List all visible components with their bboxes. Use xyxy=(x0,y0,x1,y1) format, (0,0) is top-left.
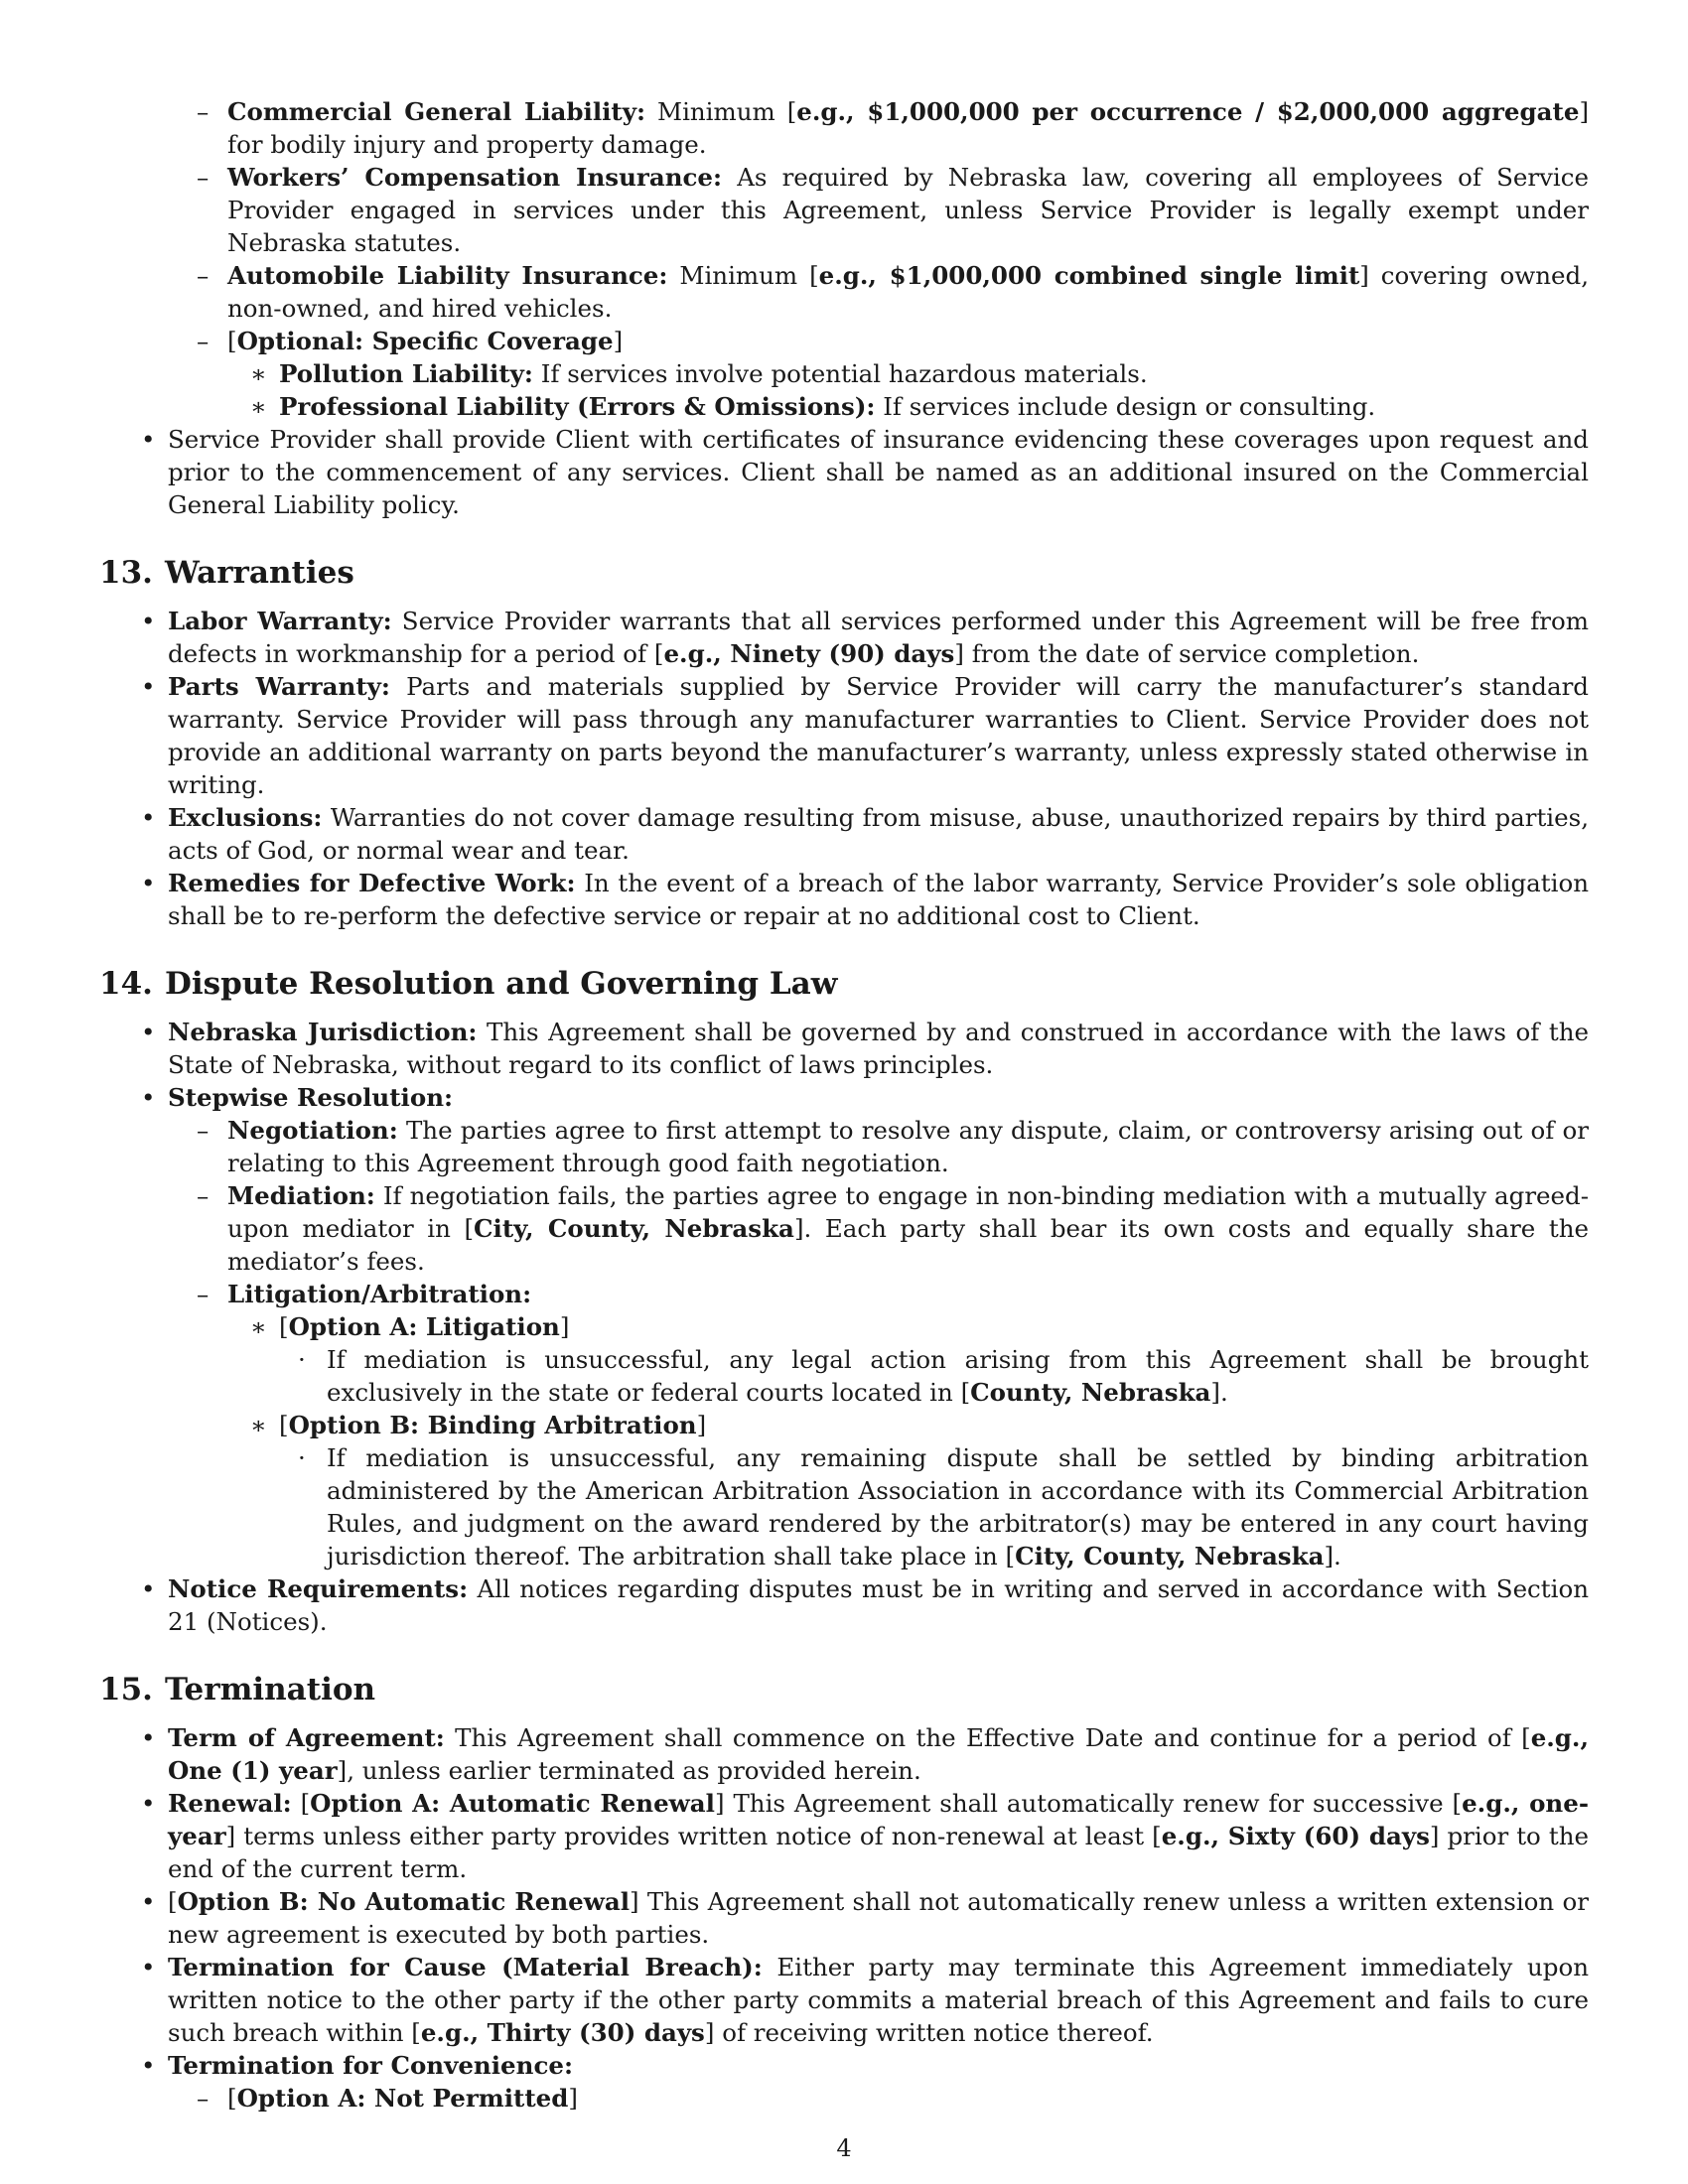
section-dispute-resolution xyxy=(99,964,1589,1638)
list-item-parts-warranty: • Parts Warranty: Parts and materials supplied by Service Provider will carry the manufacturer’s standard warranty. Service Provider will pass through any manufacturer warranties to Client. Service Provider does not provide an additional warranty on parts beyond the manufacturer’s warranty, unless expressly stated otherwise in writing. xyxy=(141,672,1589,799)
list-item-optional-coverage: – [Optional: Specific Coverage] xyxy=(197,327,624,355)
section-heading: 15. Termination xyxy=(99,1672,376,1707)
list-item-professional: ∗ Professional Liability (Errors & Omissions): If services include design or consulting. xyxy=(250,392,1376,421)
list-item-option-b-arbitration: ∗ [Option B: Binding Arbitration] xyxy=(250,1411,707,1439)
list-item-termination-cause: • Termination for Cause (Material Breach): Either party may terminate this Agreement immediately upon written notice to the other party if the other party commits a material breach of this Agreement and fails to cure such breach within [e.g., Thirty (30) days] of receiving written notice thereof. xyxy=(141,1953,1589,2047)
list-item-exclusions: • Exclusions: Warranties do not cover damage resulting from misuse, abuse, unauthorized repairs by third parties, acts of God, or normal wear and tear. xyxy=(141,803,1589,865)
list-item-termination-convenience: • Termination for Convenience: xyxy=(141,2051,574,2080)
list-item-pollution: ∗ Pollution Liability: If services involve potential hazardous materials. xyxy=(250,359,1148,388)
list-item-labor-warranty: • Labor Warranty: Service Provider warrants that all services performed under this Agreement will be free from defects in workmanship for a period of [e.g., Ninety (90) days] from the date of service completion. xyxy=(141,607,1589,668)
list-item-no-renewal: • [Option B: No Automatic Renewal] This Agreement shall not automatically renew unless a written extension or new agreement is executed by both parties. xyxy=(141,1887,1589,1949)
section-heading: 13. Warranties xyxy=(99,555,354,591)
list-item-stepwise: • Stepwise Resolution: xyxy=(141,1083,454,1112)
list-item-renewal: • Renewal: [Option A: Automatic Renewal] This Agreement shall automatically renew for successive [e.g., one-year] terms unless either party provides written notice of non-renewal at least [e.g., Sixty (60) days] prior to the end of the current term. xyxy=(141,1789,1589,1883)
list-item-option-a-text: · If mediation is unsuccessful, any legal action arising from this Agreement shall be brought exclusively in the state or federal courts located in [County, Nebraska]. xyxy=(298,1345,1589,1407)
section-warranties xyxy=(99,553,1589,932)
list-item-notice-requirements: • Notice Requirements: All notices regarding disputes must be in writing and served in accordance with Section 21 (Notices). xyxy=(141,1574,1589,1636)
list-item-jurisdiction: • Nebraska Jurisdiction: This Agreement shall be governed by and construed in accordance with the laws of the State of Nebraska, without regard to its conflict of laws principles. xyxy=(141,1018,1589,1079)
list-item-option-a-litigation: ∗ [Option A: Litigation] xyxy=(250,1312,570,1341)
list-item-cgl: – Commercial General Liability: Minimum [e.g., $1,000,000 per occurrence / $2,000,000 aggregate] for bodily injury and property damage. xyxy=(197,97,1589,159)
page-number: 4 xyxy=(836,2134,852,2162)
list-item-workers-comp: – Workers’ Compensation Insurance: As required by Nebraska law, covering all employees of Service Provider engaged in services under this Agreement, unless Service Provider is legally exempt under Nebraska statutes. xyxy=(197,163,1589,257)
section-termination xyxy=(99,1670,1589,2115)
list-item-remedies: • Remedies for Defective Work: In the event of a breach of the labor warranty, Service Provider’s sole obligation shall be to re-perform the defective service or repair at no additional cost to Client. xyxy=(141,869,1589,930)
list-item-not-permitted: – [Option A: Not Permitted] xyxy=(197,2084,578,2113)
list-item-auto: – Automobile Liability Insurance: Minimum [e.g., $1,000,000 combined single limit] covering owned, non-owned, and hired vehicles. xyxy=(197,261,1589,323)
list-item-option-b-text: · If mediation is unsuccessful, any remaining dispute shall be settled by binding arbitration administered by the American Arbitration Association in accordance with its Commercial Arbitration Rules, and judgment on the award rendered by the arbitrator(s) may be entered in any court having jurisdiction thereof. The arbitration shall take place in [City, County, Nebraska]. xyxy=(298,1443,1589,1570)
list-item-certificates: • Service Provider shall provide Client with certificates of insurance evidencing these coverages upon request and prior to the commencement of any services. Client shall be named as an additional insured on the Commercial General Liability policy. xyxy=(141,425,1589,519)
insurance-list xyxy=(99,95,1589,521)
list-item-term: • Term of Agreement: This Agreement shall commence on the Effective Date and continue for a period of [e.g., One (1) year], unless earlier terminated as provided herein. xyxy=(141,1723,1589,1785)
list-item-litigation-arbitration: – Litigation/Arbitration: xyxy=(197,1280,532,1308)
list-item-negotiation: – Negotiation: The parties agree to first attempt to resolve any dispute, claim, or controversy arising out of or relating to this Agreement through good faith negotiation. xyxy=(197,1116,1589,1177)
section-heading: 14. Dispute Resolution and Governing Law xyxy=(99,966,838,1002)
list-item-mediation: – Mediation: If negotiation fails, the parties agree to engage in non-binding mediation with a mutually agreed-upon mediator in [City, County, Nebraska]. Each party shall bear its own costs and equally share the mediator’s fees. xyxy=(197,1181,1589,1276)
